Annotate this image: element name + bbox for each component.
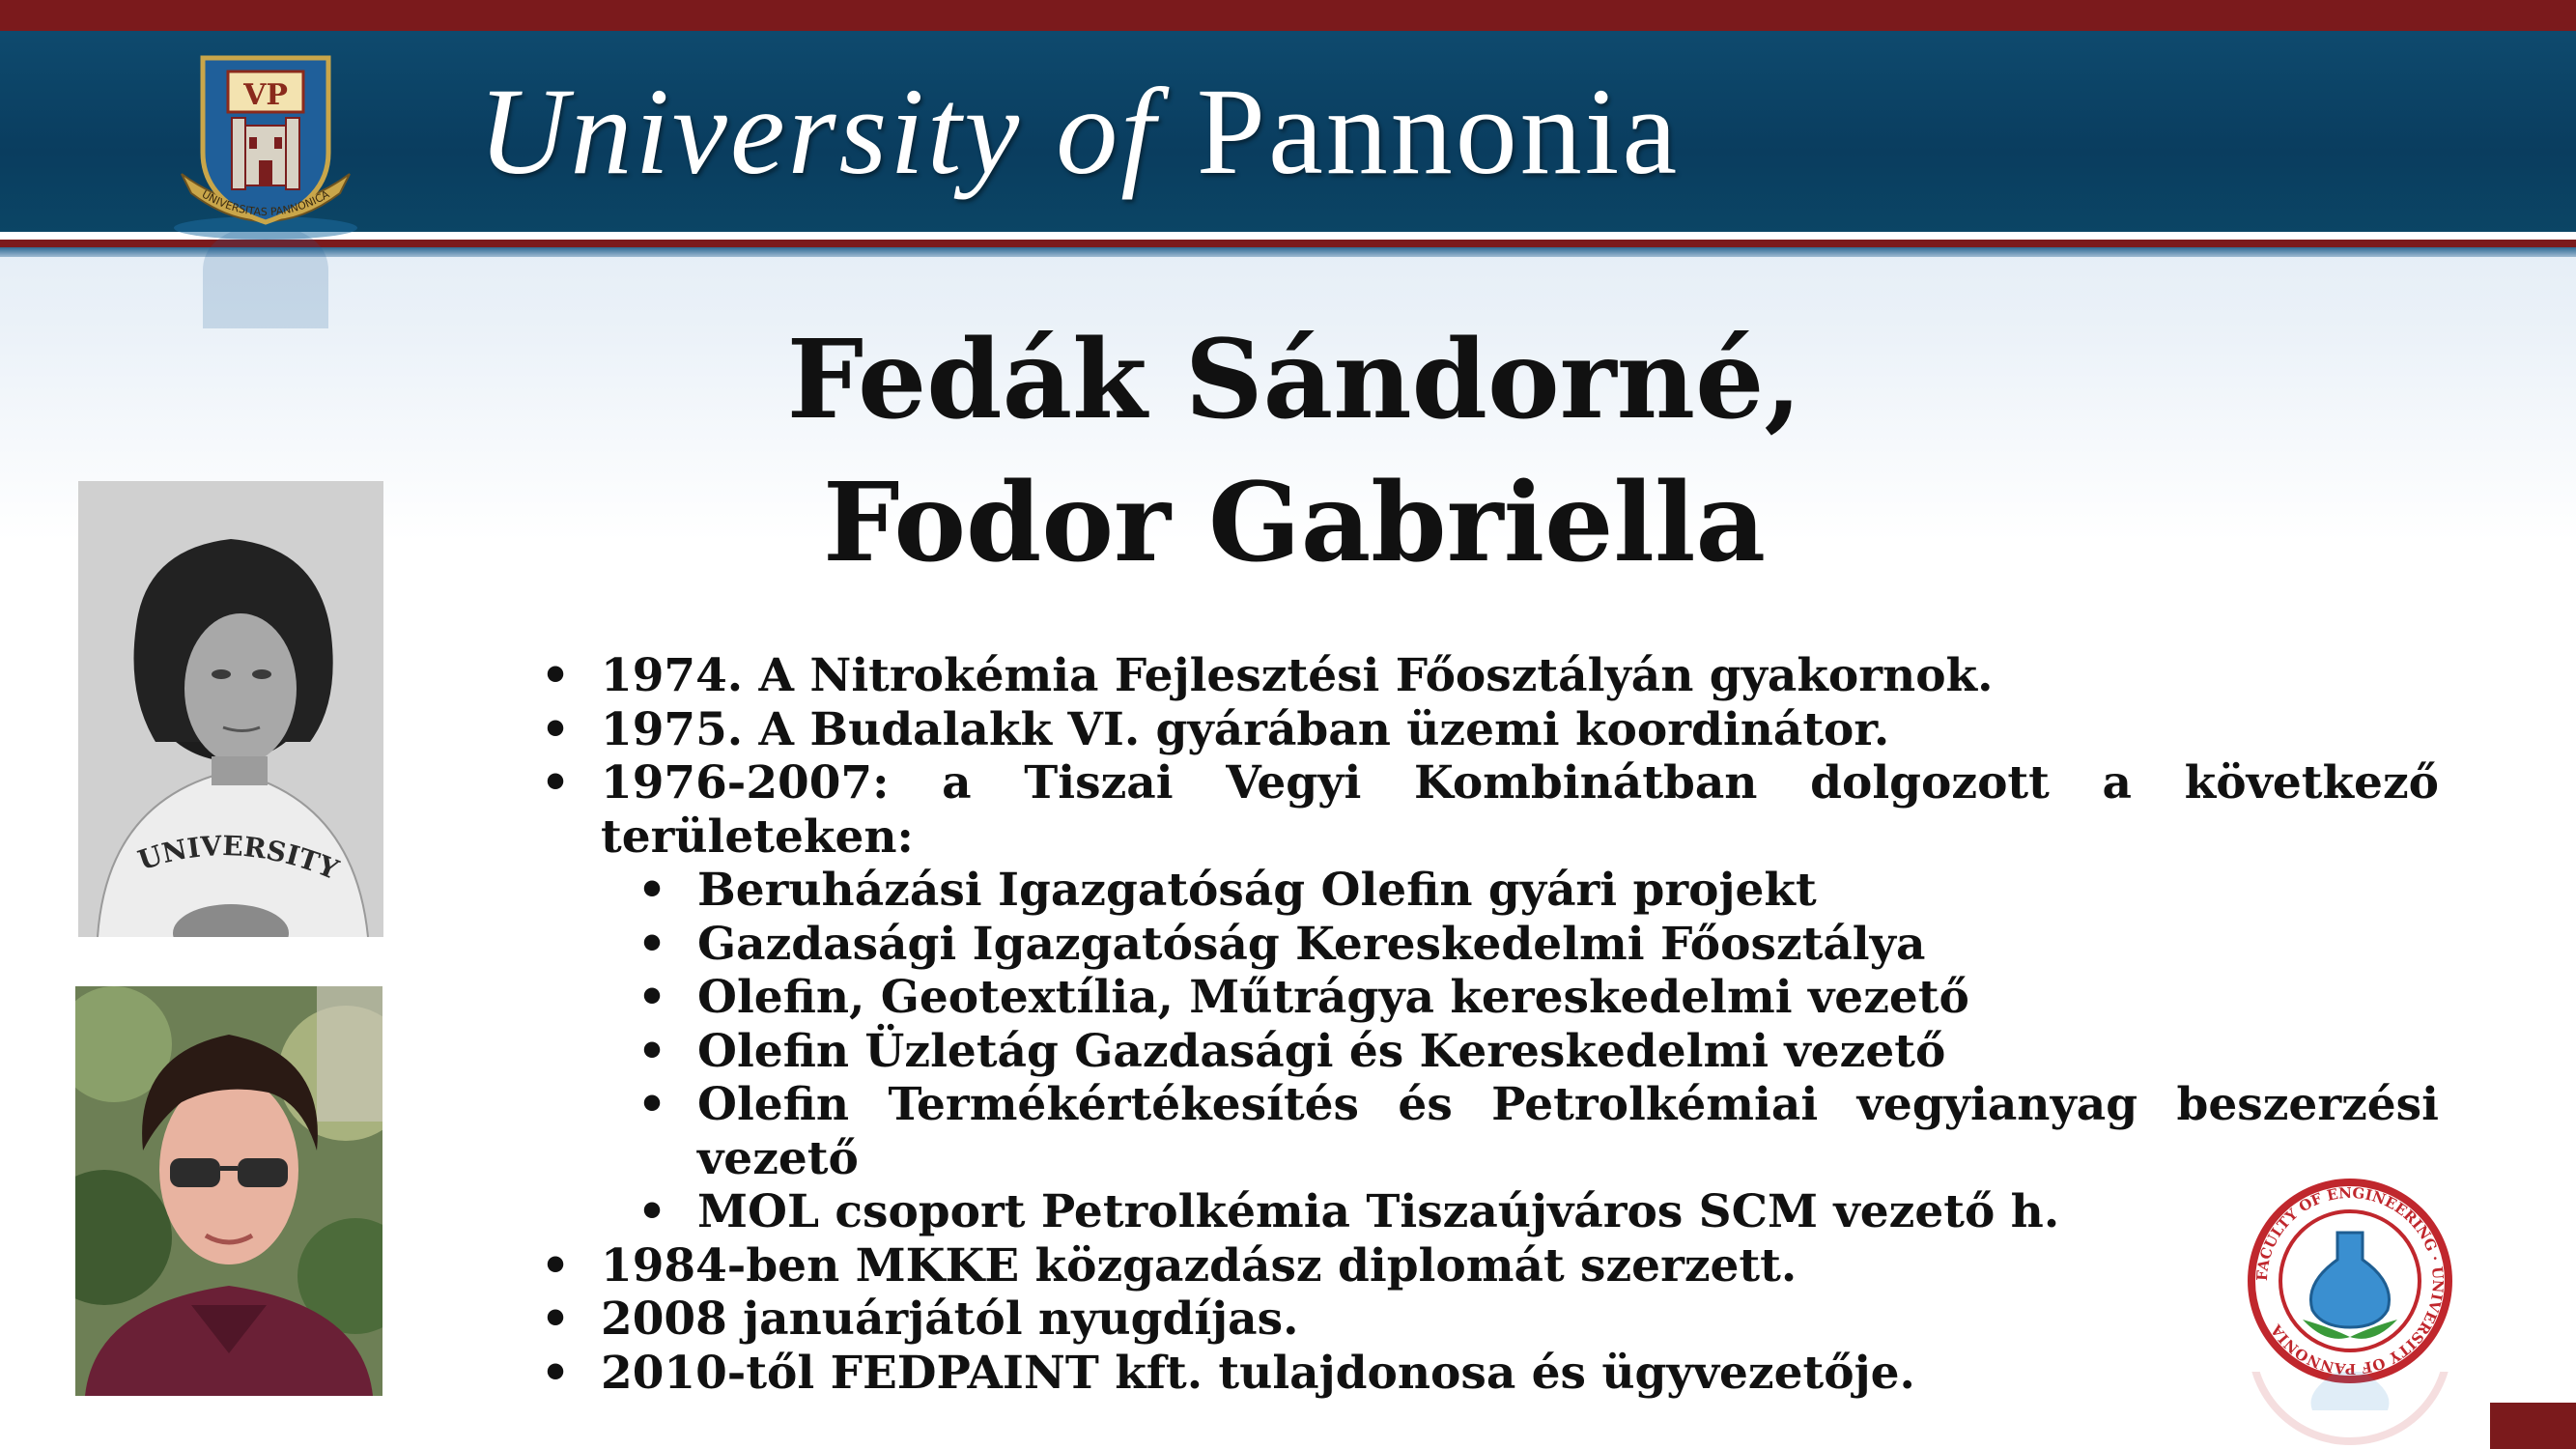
sub-list-item: • Olefin Üzletág Gazdasági és Kereskedelmi vezető: [637, 1025, 2439, 1079]
person-name-line1: Fedák Sándorné,: [786, 317, 1802, 443]
crest-letters: VP: [243, 78, 288, 112]
portrait-photo-current: [75, 986, 382, 1396]
biography-list: [541, 649, 2439, 1400]
list-item: • 2010-től FEDPAINT kft. tulajdonosa és ügyvezetője.: [541, 1347, 2439, 1401]
portrait-photo-young: [78, 481, 383, 937]
badge-reflection: [2243, 1372, 2457, 1449]
header-divider-white: [0, 232, 2576, 240]
list-item: • 2008 januárjától nyugdíjas.: [541, 1293, 2439, 1347]
header-divider-red: [0, 240, 2576, 247]
university-title: [478, 54, 2120, 209]
list-item: • 1975. A Budalakk VI. gyárában üzemi koordinátor.: [541, 703, 2439, 757]
list-item: • 1976-2007: a Tiszai Vegyi Kombinátban dolgozott a következő területeken:: [541, 756, 2439, 864]
person-name: [618, 309, 1970, 595]
crest-ribbon-text: UNIVERSITAS PANNONICA: [199, 187, 332, 219]
title-italic-part: University of: [478, 63, 1158, 200]
faculty-badge-logo: [2243, 1175, 2457, 1387]
list-item: • 1974. A Nitrokémia Fejlesztési Főosztályán gyakornok.: [541, 649, 2439, 703]
shirt-text: UNIVERSITY: [133, 830, 343, 886]
top-red-stripe: [0, 0, 2576, 31]
university-crest-logo: [164, 46, 367, 240]
corner-accent: [2490, 1403, 2576, 1449]
title-plain-part: Pannonia: [1196, 63, 1681, 200]
sub-list-item: • Olefin Termékértékesítés és Petrolkémiai vegyianyag beszerzési vezető: [637, 1078, 2439, 1185]
sub-list-item: • Olefin, Geotextília, Műtrágya kereskedelmi vezető: [637, 971, 2439, 1025]
header-divider-blue: [0, 247, 2576, 257]
sub-list-item: • Beruházási Igazgatóság Olefin gyári projekt: [637, 864, 2439, 918]
list-item: • 1984-ben MKKE közgazdász diplomát szerzett.: [541, 1239, 2439, 1293]
sub-list-item: • MOL csoport Petrolkémia Tiszaújváros SCM vezető h.: [637, 1185, 2439, 1239]
sub-list-item: • Gazdasági Igazgatóság Kereskedelmi Főosztálya: [637, 918, 2439, 972]
badge-ring-text: FACULTY OF ENGINEERING · UNIVERSITY OF PANNONIA: [2252, 1183, 2448, 1378]
sub-list: [637, 864, 2439, 1239]
person-name-line2: Fodor Gabriella: [822, 460, 1767, 586]
crest-reflection: [164, 232, 367, 338]
